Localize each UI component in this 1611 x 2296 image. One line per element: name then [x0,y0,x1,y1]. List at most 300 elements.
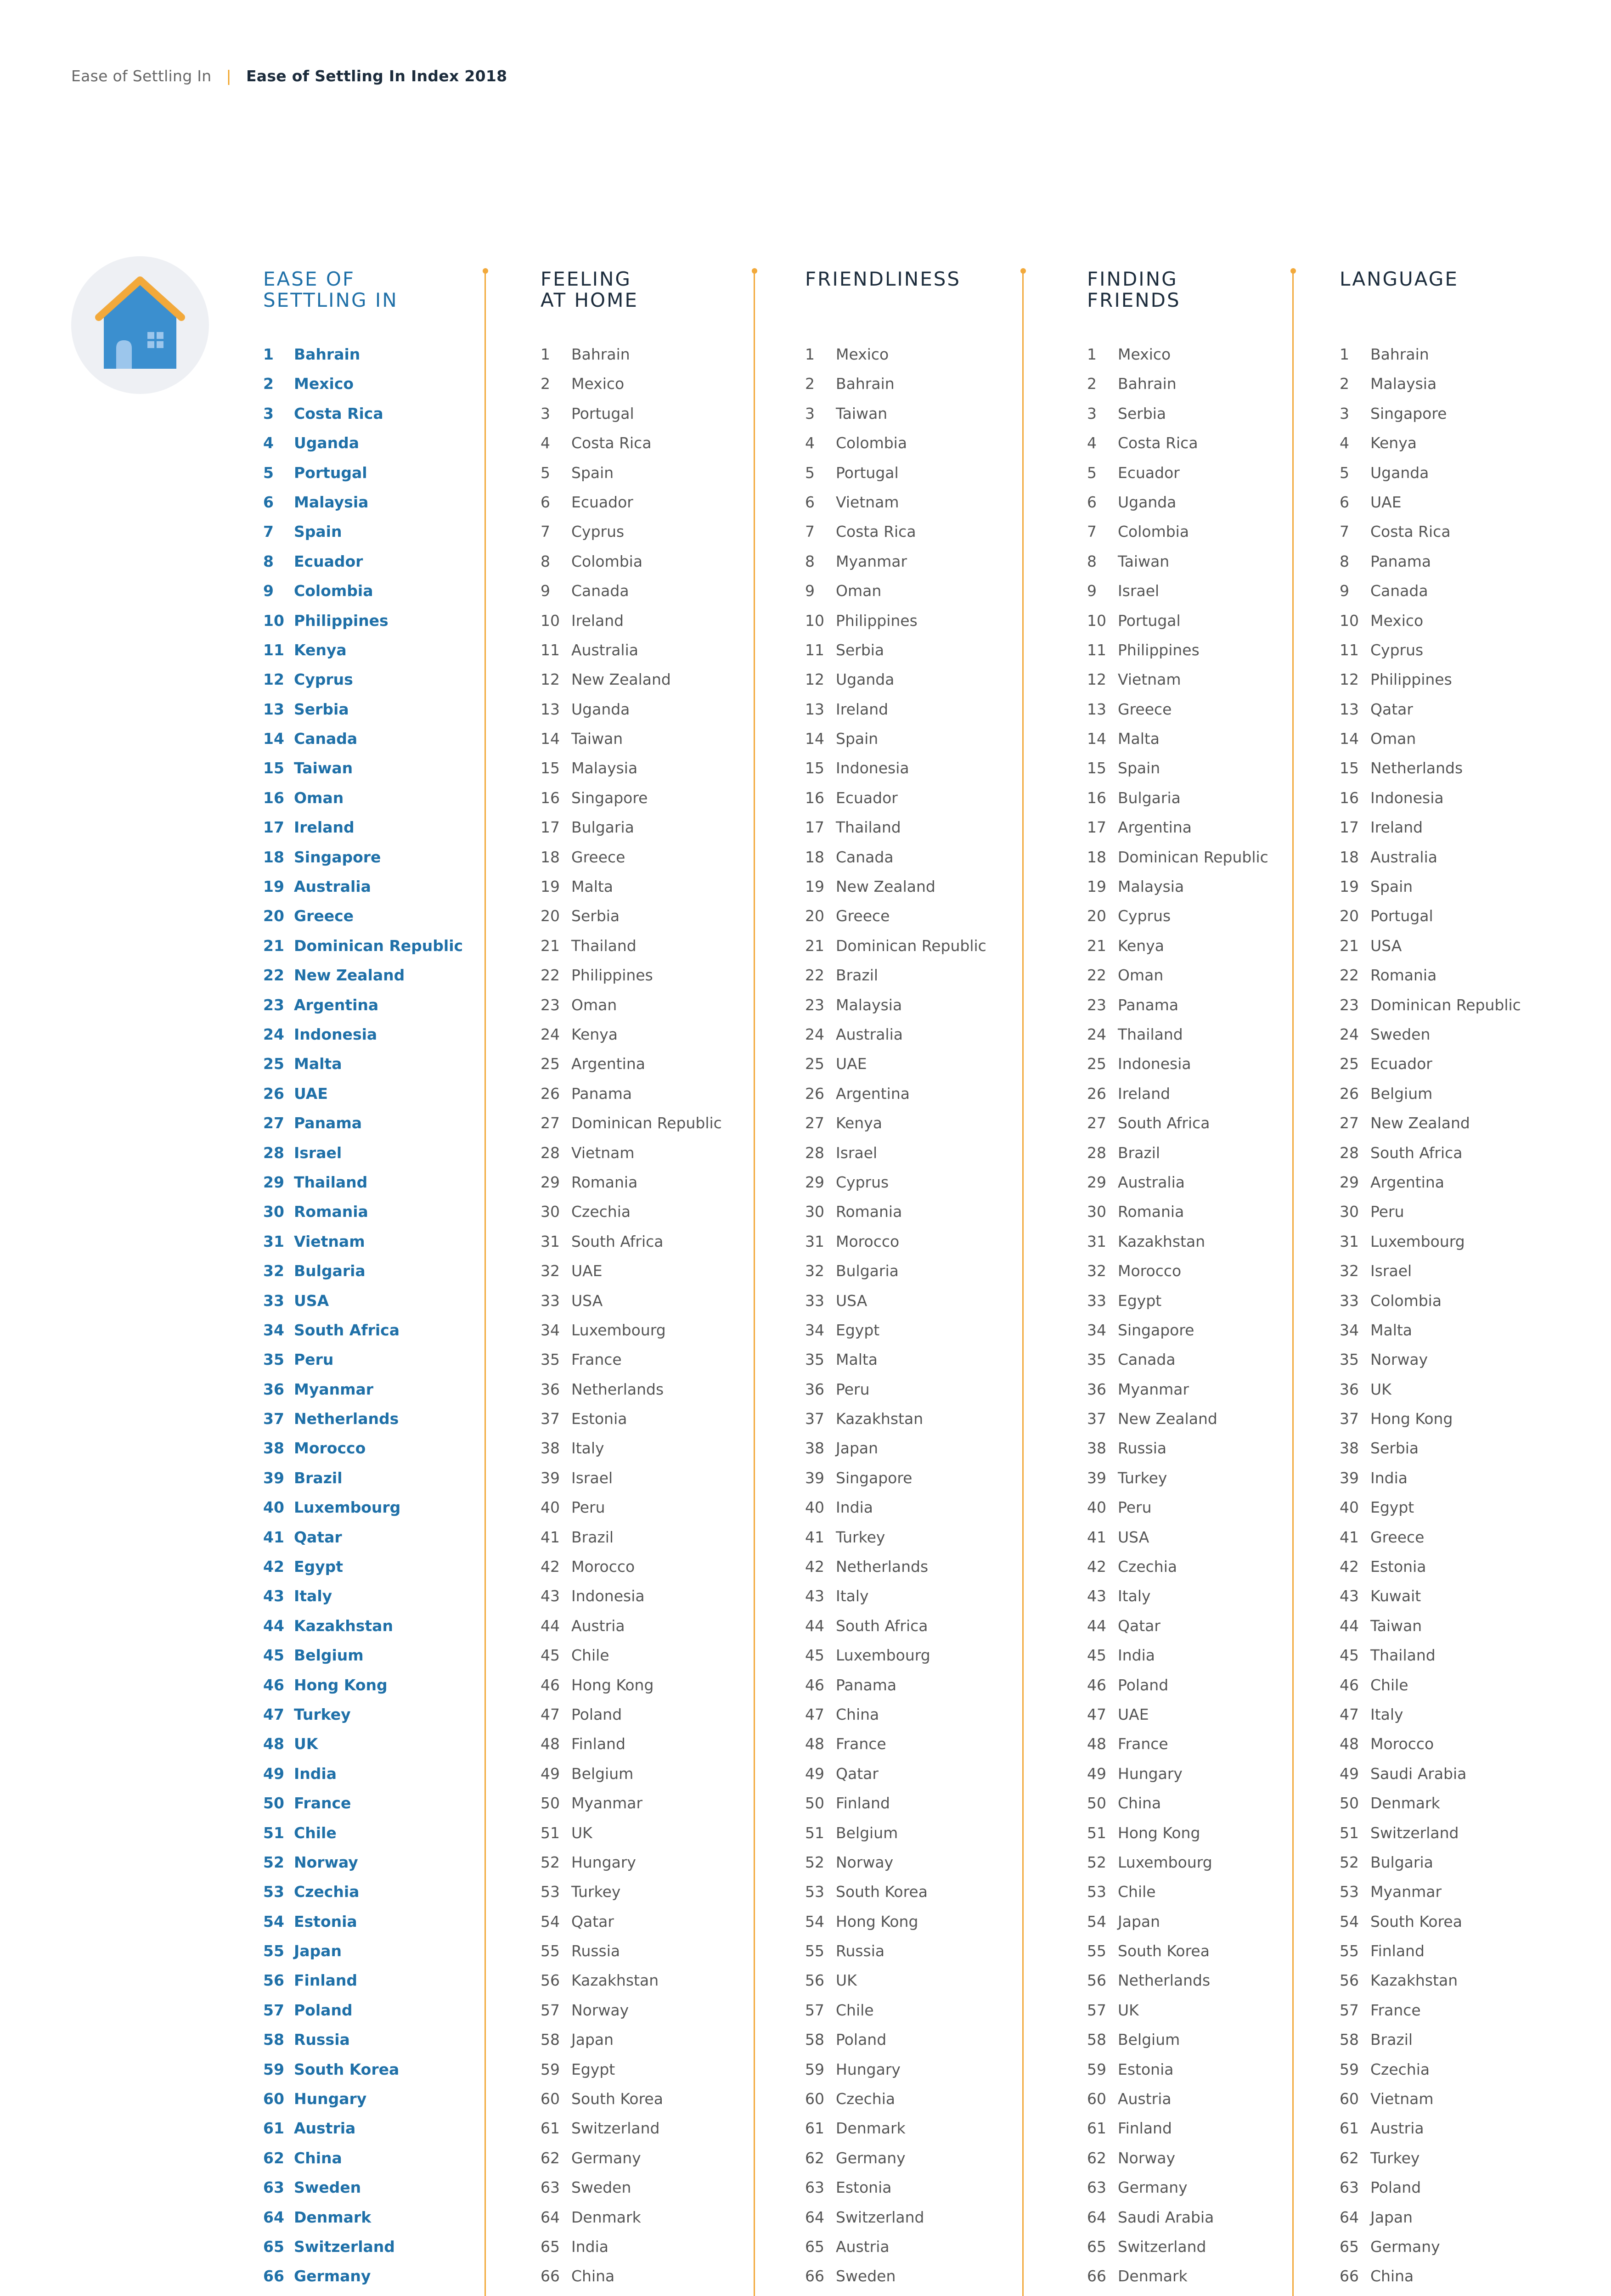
ranking-row [541,1463,722,1493]
rank-number: 24 [805,1025,824,1043]
country-name: Argentina [1370,1173,1444,1191]
rank-number: 21 [1340,936,1359,955]
rank-number: 17 [1340,818,1359,837]
ranking-row [263,1493,463,1522]
rank-number: 30 [1340,1203,1359,1221]
rank-number: 26 [805,1084,824,1103]
rank-number: 44 [263,1616,284,1635]
country-name: Malaysia [571,759,638,777]
ranking-row [1087,2084,1268,2114]
rank-number: 60 [1340,2090,1359,2108]
country-name: Malaysia [836,996,902,1014]
rank-number: 34 [1340,1321,1359,1339]
rank-number: 47 [1087,1705,1106,1723]
ranking-row [805,1463,986,1493]
rank-number: 27 [263,1114,284,1132]
rank-number: 54 [1340,1912,1359,1930]
rank-number: 47 [541,1705,560,1723]
rank-number: 35 [541,1351,560,1369]
ranking-row [541,547,722,576]
rank-number: 6 [1340,493,1349,511]
breadcrumb-section[interactable]: Ease of Settling In [71,67,212,85]
country-name [836,2291,932,2296]
country-name: Brazil [1370,2031,1413,2049]
country-name: Philippines [1370,670,1452,689]
country-name: UAE [836,1055,867,1073]
rank-number: 39 [263,1469,284,1487]
ranking-row [805,1581,986,1611]
ranking-row [1087,2203,1268,2232]
country-name: Spain [836,730,879,748]
country-name: Hungary [294,2090,367,2108]
ranking-row [1340,1345,1521,1374]
rank-number: 59 [541,2060,560,2078]
country-name: Ecuador [571,493,633,511]
ranking-row [541,1907,722,1936]
rank-number: 55 [805,1942,824,1960]
ranking-row [805,1700,986,1729]
country-name: Italy [571,1439,604,1458]
ranking-row [541,2114,722,2143]
ranking-row [263,2025,463,2054]
ranking-row [1340,458,1521,488]
ranking-row [541,1671,722,1700]
rank-number: 55 [1087,1942,1106,1960]
country-name: Morocco [1118,1262,1182,1280]
country-name: Luxembourg [294,1498,401,1517]
rank-number: 63 [1087,2178,1106,2197]
ranking-row [1340,1611,1521,1641]
rank-number: 54 [263,1912,284,1930]
ranking-row [263,665,463,694]
ranking-row [541,1020,722,1049]
ranking-row [805,2144,986,2173]
country-name: India [294,1764,337,1783]
ranking-row [263,1138,463,1168]
country-name: Russia [571,1942,620,1960]
ranking-row [263,399,463,428]
country-name: Mexico [571,375,625,393]
country-name: New Zealand [1370,1114,1470,1132]
country-name: Spain [571,463,614,482]
country-name: Hong Kong [836,1912,918,1930]
ranking-row [541,488,722,517]
rank-number: 39 [1087,1469,1106,1487]
ranking-list [541,340,722,2296]
country-name: USA [294,1291,329,1310]
country-name: Serbia [294,700,349,718]
country-name: Bahrain [1118,375,1177,393]
rank-number: 58 [1087,2031,1106,2049]
rank-number [263,2291,294,2296]
ranking-row [805,1671,986,1700]
ranking-row [263,606,463,636]
country-name: Oman [294,788,344,807]
rank-number: 66 [1087,2267,1106,2285]
rank-number: 30 [263,1203,284,1221]
ranking-row [1340,1286,1521,1316]
ranking-row [541,1936,722,1966]
country-name: Spain [294,523,342,541]
rank-number: 45 [1087,1646,1106,1665]
ranking-row [1340,1729,1521,1759]
country-name: Qatar [836,1764,879,1783]
country-name: Portugal [294,463,367,482]
ranking-row [541,1286,722,1316]
country-name: Indonesia [1118,1055,1191,1073]
rank-number: 58 [263,2031,284,2049]
country-name: Switzerland [294,2238,395,2256]
ranking-row [263,2055,463,2084]
ranking-row [805,517,986,546]
ranking-row [263,2232,463,2262]
ranking-row [541,1256,722,1286]
country-name: Egypt [1370,1498,1414,1517]
country-name: China [1118,1794,1161,1812]
rank-number: 4 [541,434,550,452]
ranking-row [1087,1700,1268,1729]
rank-number: 17 [263,818,284,837]
ranking-row [805,1138,986,1168]
country-name: USA [1370,936,1402,955]
ranking-row [1087,1552,1268,1581]
rank-number: 48 [1340,1735,1359,1753]
ranking-row [263,1936,463,1966]
ranking-row [541,1049,722,1079]
ranking-row [1087,1671,1268,1700]
rank-number: 24 [541,1025,560,1043]
country-name: Luxembourg [836,1646,930,1665]
rank-number: 31 [1340,1232,1359,1250]
ranking-row [805,783,986,813]
rank-number: 51 [805,1823,824,1842]
ranking-row [263,1434,463,1463]
country-name: Peru [1370,1203,1404,1221]
rank-number: 10 [1087,611,1106,630]
ranking-row [541,1996,722,2025]
rank-number: 19 [541,878,560,896]
rank-number: 8 [1340,552,1349,570]
rank-number: 10 [805,611,824,630]
ranking-row [541,931,722,961]
ranking-list [1087,340,1268,2296]
country-name: Japan [836,1439,879,1458]
country-name: Ireland [294,818,355,837]
country-name: USA [571,1291,603,1310]
country-name: Germany [1370,2238,1440,2256]
ranking-row [805,1316,986,1345]
ranking-row [541,1966,722,1995]
rank-number: 51 [1340,1823,1359,1842]
rank-number: 44 [1087,1616,1106,1635]
ranking-row [1340,340,1521,369]
rank-number: 40 [1340,1498,1359,1517]
ranking-row [1087,1109,1268,1138]
ranking-row [805,606,986,636]
ranking-row [805,2173,986,2202]
country-name: Canada [294,730,358,748]
rank-number: 11 [1340,641,1359,659]
country-name: Norway [836,1853,894,1871]
ranking-row [1340,1168,1521,1197]
country-name: India [1118,1646,1155,1665]
rank-number: 7 [263,523,274,541]
ranking-row [1087,695,1268,724]
rank-number: 47 [263,1705,284,1723]
ranking-row [1087,961,1268,990]
country-name: Morocco [836,1232,900,1250]
rank-number: 5 [1340,463,1349,482]
rank-number: 64 [1087,2208,1106,2226]
rank-number: 6 [263,493,274,511]
country-name: South Africa [836,1616,928,1635]
rank-number: 20 [263,907,284,925]
country-name: Ecuador [294,552,363,570]
ranking-row [1087,576,1268,606]
country-name: South Africa [294,1321,400,1339]
country-name: Greece [571,848,625,866]
rank-number: 24 [263,1025,284,1043]
rank-number: 46 [805,1676,824,1694]
rank-number: 13 [1340,700,1359,718]
rank-number: 57 [541,2001,560,2019]
rank-number: 63 [263,2178,284,2197]
country-name: Germany [294,2267,371,2285]
rank-number: 56 [263,1971,284,1990]
rank-number: 11 [1087,641,1106,659]
ranking-row [1087,1523,1268,1552]
rank-number: 34 [263,1321,284,1339]
country-name: Luxembourg [1370,1232,1465,1250]
ranking-row [1340,2203,1521,2232]
ranking-row [541,961,722,990]
rank-number: 31 [805,1232,824,1250]
rank-number: 1 [263,345,274,363]
ranking-row [1340,1966,1521,1995]
ranking-row [805,1907,986,1936]
rank-number: 57 [1087,2001,1106,2019]
country-name: Peru [571,1498,605,1517]
rank-number: 37 [805,1410,824,1428]
ranking-row [805,399,986,428]
country-name: Dominican Republic [294,936,463,955]
rank-number: 22 [263,966,284,985]
rank-number: 52 [805,1853,824,1871]
ranking-row [805,1877,986,1907]
country-name: Ireland [836,700,889,718]
country-name: New Zealand [294,966,405,985]
rank-number: 52 [1340,1853,1359,1871]
rank-number: 19 [263,878,284,896]
ranking-row [1087,458,1268,488]
country-name: Australia [571,641,638,659]
ranking-row [1087,636,1268,665]
ranking-row [805,1434,986,1463]
country-name: UK [836,1971,857,1990]
ranking-row [1087,547,1268,576]
rank-number: 6 [805,493,815,511]
country-name: Estonia [1118,2060,1174,2078]
ranking-row [263,813,463,842]
country-name: Singapore [571,788,648,807]
ranking-row [1087,1079,1268,1109]
rank-number: 56 [1087,1971,1106,1990]
rank-number: 22 [1340,966,1359,985]
rank-number: 18 [805,848,824,866]
rank-number: 18 [1087,848,1106,866]
ranking-row [805,576,986,606]
country-name: France [1370,2001,1421,2019]
country-name: Uganda [1118,493,1177,511]
ranking-row [1340,547,1521,576]
ranking-row [263,1404,463,1434]
rank-number: 12 [805,670,824,689]
country-name: Romania [294,1203,368,1221]
rank-number: 7 [541,523,550,541]
ranking-row [541,2232,722,2262]
ranking-row [1087,1463,1268,1493]
country-name: South Korea [1370,1912,1462,1930]
country-name: Singapore [836,1469,913,1487]
country-name: Sweden [1370,1025,1431,1043]
country-name: Singapore [1370,404,1447,422]
rank-number: 37 [263,1410,284,1428]
ranking-row [1087,1848,1268,1877]
rank-number: 12 [263,670,284,689]
ranking-row [263,1109,463,1138]
rank-number: 10 [263,611,284,630]
ranking-row [263,1759,463,1789]
ranking-row [1087,1877,1268,1907]
ranking-row [1340,2262,1521,2291]
rank-number: 41 [541,1528,560,1546]
ranking-row [1340,1227,1521,1256]
country-name: Portugal [571,404,634,422]
country-name: Denmark [836,2119,906,2138]
country-name: Hong Kong [1370,1410,1453,1428]
country-name: Vietnam [836,493,899,511]
ranking-row [1340,1581,1521,1611]
country-name: Uganda [294,434,360,452]
ranking-row [805,1404,986,1434]
country-name: Greece [1370,1528,1425,1546]
rank-number: 61 [541,2119,560,2138]
ranking-row [1087,665,1268,694]
country-name: Bahrain [571,345,630,363]
rank-number: 8 [805,552,815,570]
country-name: Brazil [836,966,879,985]
country-name: Malaysia [1118,878,1184,896]
rank-number: 13 [1087,700,1106,718]
country-name: Australia [294,878,371,896]
rank-number: 59 [1340,2060,1359,2078]
rank-number: 57 [1340,2001,1359,2019]
rank-number: 14 [1087,730,1106,748]
rank-number: 32 [1087,1262,1106,1280]
ranking-row [541,1818,722,1848]
rank-number: 13 [805,700,824,718]
country-name: Germany [836,2149,906,2167]
ranking-row [1087,2291,1268,2296]
ranking-row [1087,428,1268,458]
rank-number: 60 [1087,2090,1106,2108]
rank-number: 28 [805,1143,824,1162]
rank-number: 59 [263,2060,284,2078]
country-name: New Zealand [836,878,935,896]
rank-number: 17 [1087,818,1106,837]
ranking-row [1340,1256,1521,1286]
rank-number: 41 [1340,1528,1359,1546]
ranking-row [1087,1168,1268,1197]
rank-number: 7 [805,523,815,541]
ranking-row [805,1996,986,2025]
rank-number: 49 [263,1764,284,1783]
rank-number: 26 [1340,1084,1359,1103]
rank-number: 37 [541,1410,560,1428]
ranking-row [541,1759,722,1789]
country-name: Mexico [294,375,354,393]
rank-number: 56 [805,1971,824,1990]
country-name: Estonia [571,1410,627,1428]
country-name: Thailand [571,936,637,955]
country-name: Norway [294,1853,358,1871]
ranking-row [1340,2084,1521,2114]
country-name: Oman [836,582,882,600]
rank-number: 60 [541,2090,560,2108]
rank-number: 3 [1087,404,1097,422]
ranking-row [263,1463,463,1493]
house-icon [71,256,209,394]
country-name: UAE [1370,493,1402,511]
rank-number: 11 [263,641,284,659]
rank-number: 58 [541,2031,560,2049]
ranking-row [1087,1641,1268,1670]
rank-number: 48 [805,1735,824,1753]
ranking-row [541,1523,722,1552]
country-name: South Korea [294,2060,400,2078]
country-name: Taiwan [294,759,353,777]
ranking-row [805,636,986,665]
ranking-row [263,1375,463,1404]
country-name: Taiwan [836,404,888,422]
ranking-row [263,1789,463,1818]
country-name: Luxembourg [571,1321,666,1339]
ranking-row [541,576,722,606]
ranking-row [1340,872,1521,901]
rank-number: 20 [1087,907,1106,925]
rank-number: 13 [263,700,284,718]
country-name: Mexico [836,345,889,363]
ranking-row [263,872,463,901]
country-name: Kazakhstan [1118,1232,1205,1250]
country-name: UAE [1118,1705,1149,1723]
ranking-row [1340,2025,1521,2054]
country-name: Netherlands [1370,759,1463,777]
rank-number: 41 [263,1528,284,1546]
country-name: China [1370,2267,1414,2285]
country-name: Uganda [1370,463,1429,482]
rank-number: 6 [541,493,550,511]
rank-number: 27 [541,1114,560,1132]
ranking-row [1087,399,1268,428]
ranking-row [1340,1109,1521,1138]
rank-number: 47 [805,1705,824,1723]
ranking-row [1087,1256,1268,1286]
rank-number: 61 [1087,2119,1106,2138]
ranking-row [1340,1049,1521,1079]
rank-number: 29 [1087,1173,1106,1191]
country-name: Kenya [836,1114,882,1132]
